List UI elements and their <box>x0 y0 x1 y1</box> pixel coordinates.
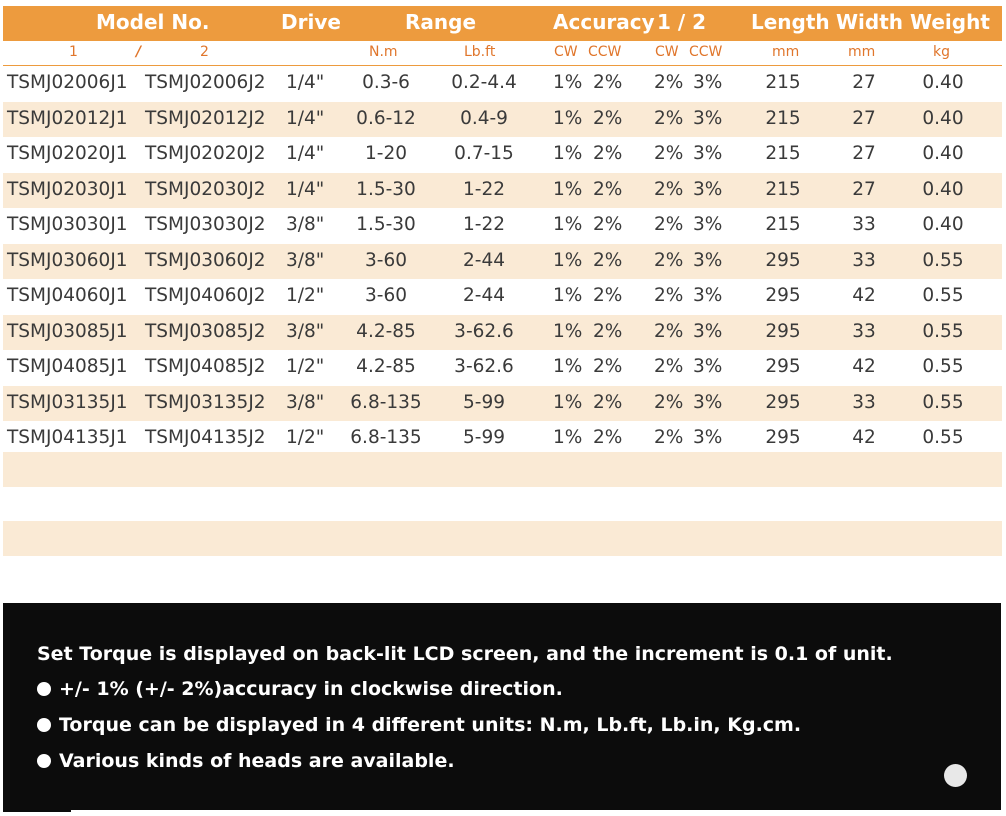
table-subheader <box>3 41 1002 66</box>
cell-range-nm: 6.8-135 <box>350 427 422 448</box>
notes-bullet <box>37 714 801 736</box>
cell-weight: 0.40 <box>922 72 964 93</box>
cell-cw1: 1% <box>553 320 583 342</box>
cell-cw1: 1% <box>553 72 583 93</box>
empty-band <box>3 521 1002 556</box>
cell-cw1: 1% <box>553 107 583 129</box>
cell-ccw1: 2% <box>593 356 623 377</box>
table-row <box>3 137 1002 173</box>
cell-cw1: 1% <box>553 356 583 377</box>
notes-intro: Set Torque is displayed on back-lit LCD screen, and the increment is 0.1 of unit. <box>37 643 893 665</box>
table-header <box>3 6 1002 41</box>
cell-weight: 0.55 <box>922 427 964 448</box>
cell-model2: TSMJ02006J2 <box>145 72 266 93</box>
empty-band <box>3 452 1002 487</box>
cell-ccw1: 2% <box>593 285 623 306</box>
cell-length: 295 <box>765 285 801 306</box>
cell-cw2: 2% <box>654 178 684 200</box>
sub-ccw2: CCW <box>689 44 723 60</box>
cell-model1: TSMJ03030J1 <box>7 214 128 235</box>
sub-cw1: CW <box>554 44 578 60</box>
bullet-icon <box>37 682 51 696</box>
sub-model1: 1 <box>69 44 78 60</box>
cell-length: 215 <box>765 107 801 129</box>
table-row <box>3 244 1002 280</box>
cell-weight: 0.40 <box>922 214 964 235</box>
cell-range-nm: 4.2-85 <box>356 320 416 342</box>
cell-ccw2: 3% <box>693 285 723 306</box>
cell-range-lbft: 1-22 <box>463 178 505 200</box>
sub-cw2: CW <box>655 44 679 60</box>
notes-bullet-text: Various kinds of heads are available. <box>59 750 455 772</box>
cell-model2: TSMJ02012J2 <box>145 107 266 129</box>
cell-range-lbft: 0.4-9 <box>460 107 508 129</box>
sub-model2: 2 <box>200 44 209 60</box>
cell-length: 215 <box>765 143 801 164</box>
sub-lbft: Lb.ft <box>464 44 496 60</box>
cell-drive: 1/2" <box>286 285 325 306</box>
cell-range-nm: 0.3-6 <box>362 72 410 93</box>
cell-cw1: 1% <box>553 285 583 306</box>
cell-ccw2: 3% <box>693 249 723 271</box>
cell-width: 27 <box>852 107 876 129</box>
cell-range-nm: 3-60 <box>365 249 407 271</box>
header-model: Model No. <box>96 10 210 34</box>
cell-width: 33 <box>852 320 876 342</box>
cell-weight: 0.55 <box>922 356 964 377</box>
table-row <box>3 208 1002 244</box>
cell-cw2: 2% <box>654 427 684 448</box>
cell-cw2: 2% <box>654 285 684 306</box>
cell-cw1: 1% <box>553 143 583 164</box>
cell-range-lbft: 0.7-15 <box>454 143 514 164</box>
cell-ccw1: 2% <box>593 143 623 164</box>
header-width: Width <box>836 10 904 34</box>
cell-length: 215 <box>765 72 801 93</box>
cell-width: 42 <box>852 356 876 377</box>
cell-cw2: 2% <box>654 107 684 129</box>
cell-ccw1: 2% <box>593 107 623 129</box>
cell-width: 33 <box>852 214 876 235</box>
cell-width: 42 <box>852 427 876 448</box>
cell-drive: 1/4" <box>286 107 325 129</box>
cell-width: 33 <box>852 391 876 413</box>
divider <box>3 809 71 812</box>
cell-model1: TSMJ02012J1 <box>7 107 128 129</box>
cell-ccw2: 3% <box>693 356 723 377</box>
cell-weight: 0.55 <box>922 285 964 306</box>
cell-cw1: 1% <box>553 249 583 271</box>
cell-model2: TSMJ02030J2 <box>145 178 266 200</box>
cell-length: 295 <box>765 249 801 271</box>
cell-ccw2: 3% <box>693 143 723 164</box>
cell-model2: TSMJ03030J2 <box>145 214 266 235</box>
cell-length: 215 <box>765 214 801 235</box>
cell-range-nm: 1-20 <box>365 143 407 164</box>
cell-weight: 0.55 <box>922 391 964 413</box>
cell-model2: TSMJ04135J2 <box>145 427 266 448</box>
cell-cw2: 2% <box>654 320 684 342</box>
cell-drive: 1/4" <box>286 143 325 164</box>
cell-model1: TSMJ03060J1 <box>7 249 128 271</box>
header-range: Range <box>405 10 477 34</box>
cell-cw2: 2% <box>654 356 684 377</box>
cell-cw1: 1% <box>553 427 583 448</box>
cell-width: 33 <box>852 249 876 271</box>
table-row <box>3 102 1002 138</box>
cell-range-lbft: 5-99 <box>463 427 505 448</box>
cell-width: 27 <box>852 178 876 200</box>
cell-range-nm: 6.8-135 <box>350 391 422 413</box>
cell-ccw1: 2% <box>593 391 623 413</box>
cell-weight: 0.40 <box>922 178 964 200</box>
cell-range-lbft: 0.2-4.4 <box>451 72 517 93</box>
cell-drive: 1/4" <box>286 72 325 93</box>
notes-panel <box>3 603 1001 810</box>
cell-ccw2: 3% <box>693 178 723 200</box>
cell-model1: TSMJ03085J1 <box>7 320 128 342</box>
cell-drive: 3/8" <box>286 320 325 342</box>
sub-weight-unit: kg <box>933 44 950 60</box>
cell-ccw1: 2% <box>593 178 623 200</box>
cell-length: 215 <box>765 178 801 200</box>
cell-width: 42 <box>852 285 876 306</box>
cell-model1: TSMJ02020J1 <box>7 143 128 164</box>
cell-model2: TSMJ04060J2 <box>145 285 266 306</box>
header-accuracy-sub: 1 / 2 <box>657 10 707 34</box>
cell-model1: TSMJ02030J1 <box>7 178 128 200</box>
cell-length: 295 <box>765 356 801 377</box>
cell-ccw1: 2% <box>593 427 623 448</box>
cell-ccw1: 2% <box>593 72 623 93</box>
notes-bullet-text: +/- 1% (+/- 2%)accuracy in clockwise direction. <box>59 678 563 700</box>
cell-cw2: 2% <box>654 143 684 164</box>
cell-model1: TSMJ04060J1 <box>7 285 128 306</box>
cell-weight: 0.55 <box>922 249 964 271</box>
cell-range-lbft: 2-44 <box>463 249 505 271</box>
header-accuracy: Accuracy <box>553 10 655 34</box>
table-row <box>3 279 1002 315</box>
cell-length: 295 <box>765 427 801 448</box>
sub-slash: / <box>136 44 142 60</box>
notes-bullet-text: Torque can be displayed in 4 different units: N.m, Lb.ft, Lb.in, Kg.cm. <box>59 714 802 736</box>
cell-drive: 1/4" <box>286 178 325 200</box>
cell-cw2: 2% <box>654 249 684 271</box>
cell-ccw2: 3% <box>693 72 723 93</box>
cell-weight: 0.40 <box>922 107 964 129</box>
sub-length-unit: mm <box>772 44 800 60</box>
table-row <box>3 386 1002 422</box>
cell-drive: 3/8" <box>286 214 325 235</box>
cell-model1: TSMJ02006J1 <box>7 72 128 93</box>
header-weight: Weight <box>910 10 990 34</box>
sub-nm: N.m <box>369 44 398 60</box>
cell-model2: TSMJ03060J2 <box>145 249 266 271</box>
cell-range-nm: 1.5-30 <box>356 178 416 200</box>
cell-cw1: 1% <box>553 391 583 413</box>
cell-range-lbft: 3-62.6 <box>454 356 514 377</box>
table-row <box>3 66 1002 102</box>
cell-drive: 1/2" <box>286 356 325 377</box>
table-row <box>3 173 1002 209</box>
header-drive: Drive <box>281 10 341 34</box>
cell-ccw2: 3% <box>693 214 723 235</box>
cell-cw1: 1% <box>553 214 583 235</box>
cell-drive: 1/2" <box>286 427 325 448</box>
cell-ccw1: 2% <box>593 320 623 342</box>
cell-weight: 0.55 <box>922 320 964 342</box>
cell-model1: TSMJ03135J1 <box>7 391 128 413</box>
cell-range-lbft: 1-22 <box>463 214 505 235</box>
cell-ccw1: 2% <box>593 214 623 235</box>
cell-width: 27 <box>852 143 876 164</box>
cell-model1: TSMJ04135J1 <box>7 427 128 448</box>
cell-range-nm: 0.6-12 <box>356 107 416 129</box>
cell-range-nm: 1.5-30 <box>356 214 416 235</box>
cell-ccw2: 3% <box>693 391 723 413</box>
cell-cw2: 2% <box>654 72 684 93</box>
notes-bullet <box>37 750 455 772</box>
notes-bullet <box>37 678 563 700</box>
cell-ccw2: 3% <box>693 427 723 448</box>
cell-cw2: 2% <box>654 214 684 235</box>
cell-drive: 3/8" <box>286 391 325 413</box>
cell-range-nm: 3-60 <box>365 285 407 306</box>
cell-model2: TSMJ04085J2 <box>145 356 266 377</box>
bullet-icon <box>37 718 51 732</box>
cell-model2: TSMJ02020J2 <box>145 143 266 164</box>
cell-range-lbft: 3-62.6 <box>454 320 514 342</box>
bullet-icon <box>37 754 51 768</box>
sub-ccw1: CCW <box>588 44 622 60</box>
cell-drive: 3/8" <box>286 249 325 271</box>
cell-range-lbft: 2-44 <box>463 285 505 306</box>
cell-range-nm: 4.2-85 <box>356 356 416 377</box>
cell-model2: TSMJ03135J2 <box>145 391 266 413</box>
cell-width: 27 <box>852 72 876 93</box>
cell-length: 295 <box>765 320 801 342</box>
cell-cw2: 2% <box>654 391 684 413</box>
cell-cw1: 1% <box>553 178 583 200</box>
cell-ccw2: 3% <box>693 320 723 342</box>
cell-range-lbft: 5-99 <box>463 391 505 413</box>
cell-model2: TSMJ03085J2 <box>145 320 266 342</box>
cell-ccw2: 3% <box>693 107 723 129</box>
cell-weight: 0.40 <box>922 143 964 164</box>
sub-width-unit: mm <box>848 44 876 60</box>
table-row <box>3 315 1002 351</box>
cell-length: 295 <box>765 391 801 413</box>
table-row <box>3 350 1002 386</box>
header-length: Length <box>751 10 830 34</box>
cell-ccw1: 2% <box>593 249 623 271</box>
cell-model1: TSMJ04085J1 <box>7 356 128 377</box>
circle-icon <box>944 764 967 787</box>
